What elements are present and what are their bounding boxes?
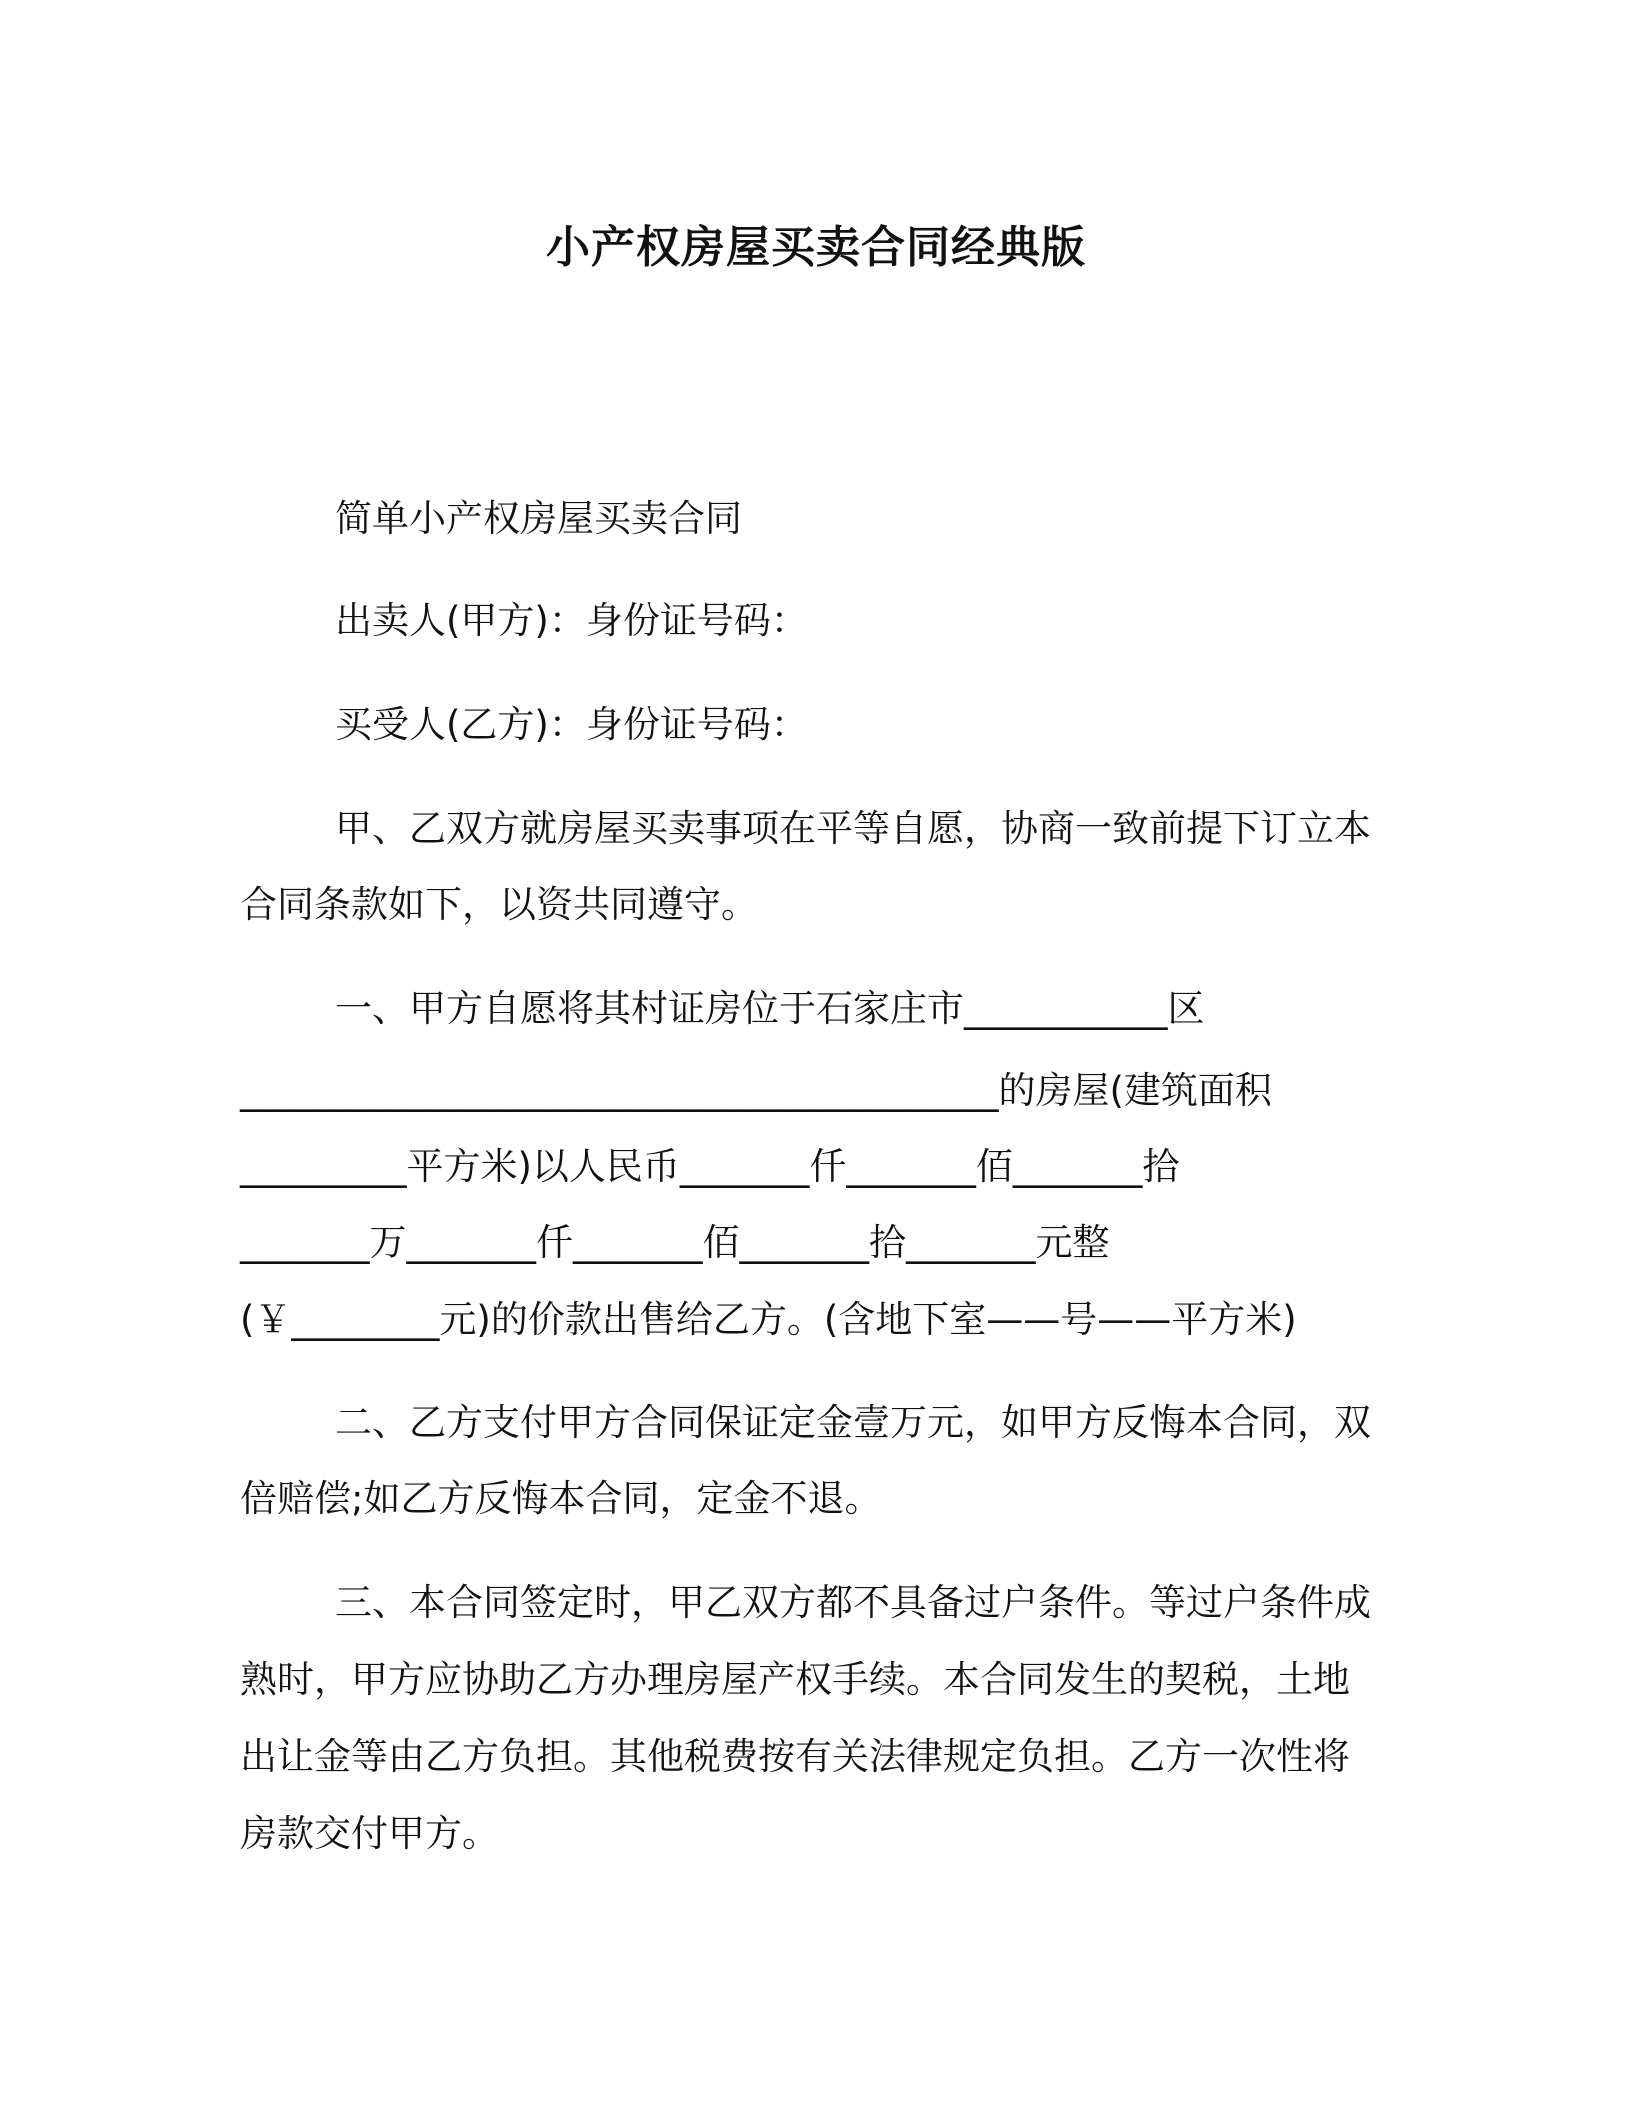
clause-1-line-1: 一、甲方自愿将其村证房位于石家庄市___________区 (335, 987, 1205, 1030)
clause-3-line-3: 出让金等由乙方负担。其他税费按有关法律规定负担。乙方一次性将 (240, 1735, 1350, 1778)
subtitle-line: 简单小产权房屋买卖合同 (335, 497, 742, 540)
preamble-line-2: 合同条款如下，以资共同遵守。 (240, 883, 758, 926)
clause-3-line-1: 三、本合同签定时，甲乙双方都不具备过户条件。等过户条件成 (335, 1581, 1371, 1624)
clause-1-line-2: _________________________________________的房屋(建筑面积 (240, 1069, 1272, 1112)
clause-1-line-5: (￥________元)的价款出售给乙方。(含地下室——号——平方米) (240, 1298, 1297, 1341)
document-title: 小产权房屋买卖合同经典版 (546, 222, 1086, 273)
clause-2-line-2: 倍赔偿;如乙方反悔本合同，定金不退。 (240, 1477, 882, 1520)
preamble-line-1: 甲、乙双方就房屋买卖事项在平等自愿，协商一致前提下订立本 (335, 807, 1371, 850)
clause-1-line-3: _________平方米)以人民币_______仟_______佰_______拾 (240, 1145, 1180, 1188)
clause-3-line-4: 房款交付甲方。 (240, 1812, 499, 1855)
seller-line: 出卖人(甲方)：身份证号码： (335, 599, 808, 642)
clause-1-line-4: _______万_______仟_______佰_______拾_______元整 (240, 1221, 1110, 1264)
buyer-line: 买受人(乙方)：身份证号码： (335, 703, 808, 746)
clause-3-line-2: 熟时，甲方应协助乙方办理房屋产权手续。本合同发生的契税，土地 (240, 1658, 1350, 1701)
clause-2-line-1: 二、乙方支付甲方合同保证定金壹万元，如甲方反悔本合同，双 (335, 1401, 1371, 1444)
